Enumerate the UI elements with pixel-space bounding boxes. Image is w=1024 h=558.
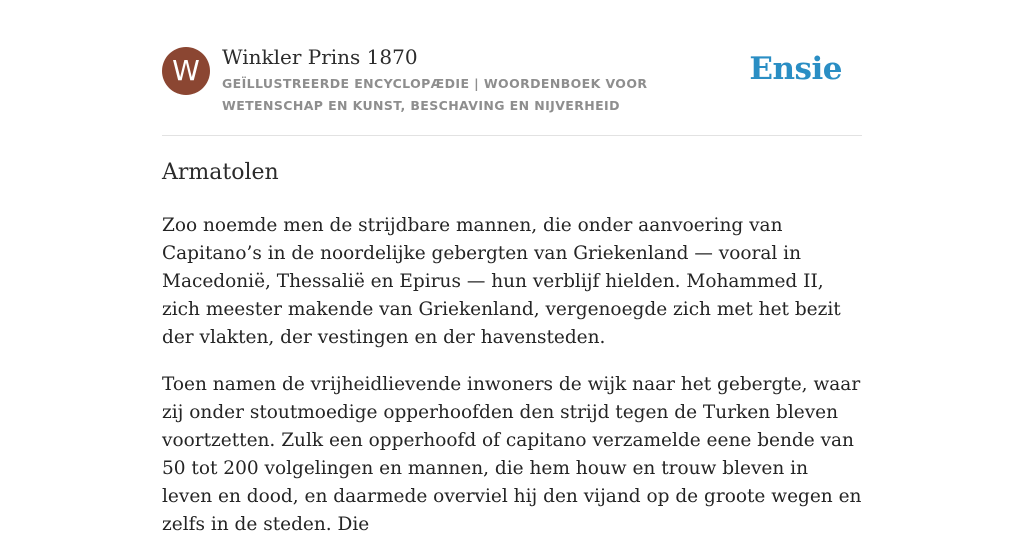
article-body	[162, 212, 862, 558]
article-paragraph-2: Toen namen de vrijheidlievende inwoners de wijk naar het gebergte, waar zij onder stoutmoedige opperhoofden den strijd tegen de Turken bleven voortzetten. Zulk een opperhoofd of capitano verzamelde eene bende van 50 tot 200 volgelingen en mannen, die hem houw en trouw bleven in leven en dood, en daarmede overviel hij den vijand op de groote wegen en zelfs in de steden. Die	[162, 374, 862, 535]
source-subtitle: GEÏLLUSTREERDE ENCYCLOPÆDIE | WOORDENBOEK VOOR WETENSCHAP EN KUNST, BESCHAVING EN NIJVERHEID	[222, 76, 648, 113]
ensie-logo[interactable]: Ensie	[749, 51, 842, 87]
article-title: Armatolen	[162, 160, 279, 185]
article-paragraph-1: Zoo noemde men de strijdbare mannen, die onder aanvoering van Capitano’s in de noordelijke gebergten van Griekenland — vooral in Macedonië, Thessalië en Epirus — hun verblijf hielden. Mohammed II, zich meester makende van Griekenland, vergenoegde zich met het bezit der vlakten, der vestingen en der havensteden.	[162, 215, 841, 348]
header-divider	[162, 135, 862, 136]
source-title[interactable]: Winkler Prins 1870	[222, 45, 418, 69]
source-header	[162, 44, 862, 116]
source-avatar[interactable]: W	[162, 47, 210, 95]
